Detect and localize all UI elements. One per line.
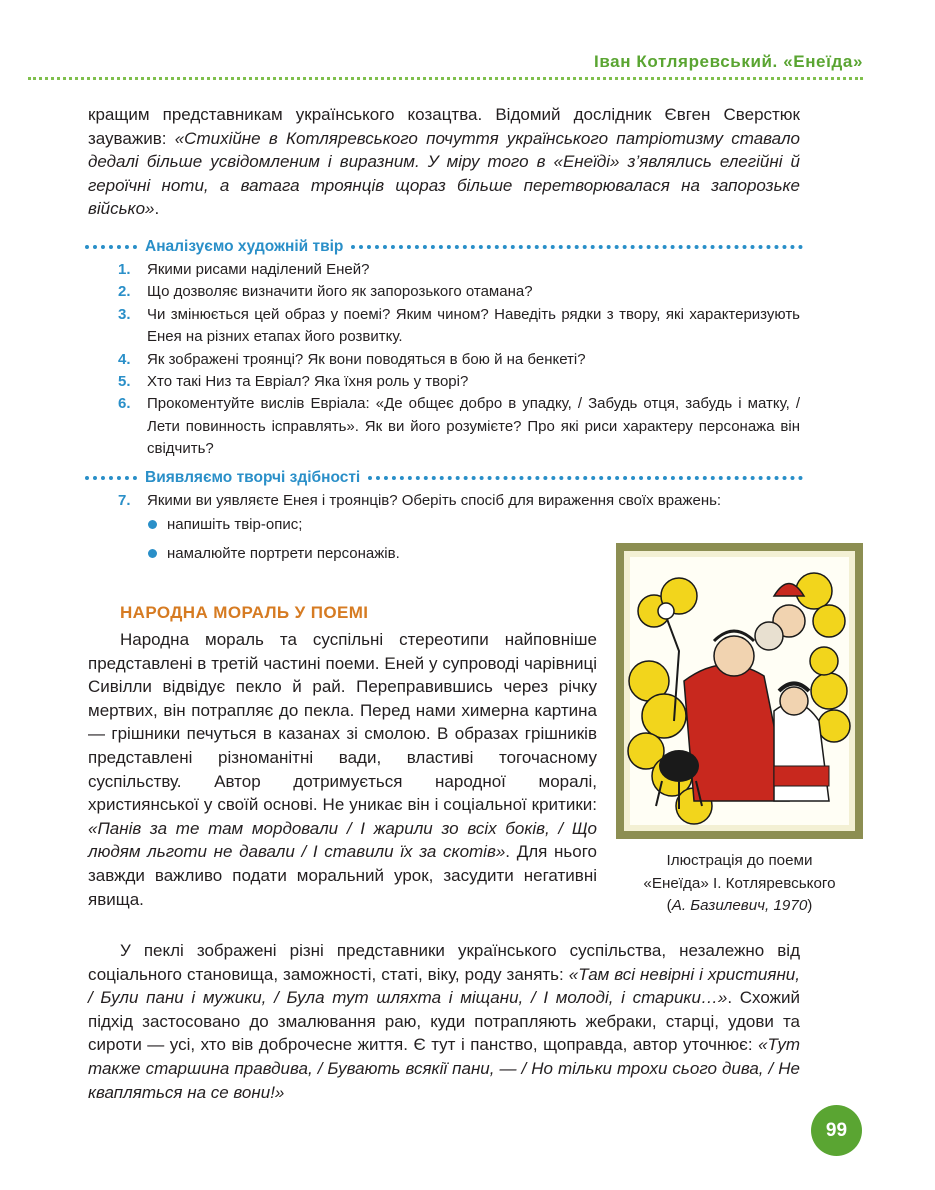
running-header: Іван Котляревський. «Енеїда» [594, 52, 863, 71]
illustration-image [624, 551, 855, 831]
intro-quote: «Стихійне в Котляревського почуття українського патріотизму ставало дедалі більше усвідомленим і виразним. У міру того в «Енеїді» з’являлись елегійні й героїчні ноти, а ватага троянців щораз більше перетворювалася на запорозьке військо» [88, 128, 800, 219]
moral-quote-1: «Панів за те там мордовали / І жарили зо всіх боків, / Що людям льготи не давали / І ставили їх за скотів» [88, 818, 597, 862]
question-item: 1. Якими рисами наділений Еней? [118, 261, 370, 278]
bullet-dot-icon [148, 549, 157, 558]
moral-paragraph-1: Народна мораль та суспільні стереотипи найповніше представлені в третій частині поеми. Еней у супроводі чарівниці Сивілли відвідує пекло й рай. Переправившись через річку мертвих, він потрапляє до пекла. Перед нами химерна картина — грішники печуться в казанах зі смолою. В образах грішників представлені різноманітні вади, властиві тогочасному суспільству. Автор дотримується народної моралі, християнської у своїй основі. Не уникає він і соціальної критики: «Панів за те там мордовали / І жарили зо всіх боків, / Що людям льготи не давали / І ставили їх за скотів». Для нього завжди важливо подати моральний урок, засудити негативні явища. [88, 630, 597, 909]
moral-quote-2: «Там всі невірні і християни, / Були пани і мужики, / Була тут шляхта і міщани, / І молоді, і старики…» [88, 964, 800, 1008]
section-heading-analysis: Аналізуємо художній твір [85, 236, 803, 258]
section-heading-creative: Виявляємо творчі здібності [85, 467, 803, 489]
moral-quote-3: «Тут также старшина правдива, / Бувають всякії пани, — / Но тільки трохи сього дива, / Не кваплятьcя на се вони!» [88, 1035, 800, 1102]
illustration-frame [616, 543, 863, 839]
question-item: 4. Як зображені троянці? Як вони поводяться в бою й на бенкеті? [118, 350, 586, 368]
analysis-question-list [118, 259, 800, 461]
bullet-item: напишіть твір-опис; [146, 510, 400, 539]
header-dotted-rule [28, 77, 863, 80]
bullet-dot-icon [148, 520, 157, 529]
page-number-badge: 99 [811, 1105, 862, 1156]
question-item: 3. Чи змінюється цей образ у поемі? Яким чином? Наведіть рядки з твору, які характеризують Енея на різних етапах його розвитку. [118, 305, 800, 346]
question-item: 7. Якими ви уявляєте Енея і троянців? Оберіть спосіб для вираження своїх вражень: [118, 492, 722, 509]
question-item: 2. Що дозволяє визначити його як запорозького отамана? [118, 283, 533, 301]
question-item: 5. Хто такі Низ та Евріал? Яка їхня роль у творі? [118, 373, 469, 391]
section-heading-moral: НАРОДНА МОРАЛЬ У ПОЕМІ [120, 603, 369, 622]
illustration-caption: Ілюстрація до поеми «Енеїда» І. Котляревського (А. Базилевич, 1970) [643, 852, 836, 914]
moral-paragraph-2: У пеклі зображені різні представники українського суспільства, незалежно від соціального становища, заможності, статі, віку, роду занять: «Там всі невірні і християни, / Були пани і мужики, / Була тут шляхта і міщани, / І молоді, і старики…». Схожий підхід застосовано до змалювання раю, куди потрапляють жебраки, старці, удови та сироти — усі, хто вів доброчесне життя. Є тут і панство, щоправда, автор уточнює: «Тут также старшина правдива, / Бувають всякії пани, — / Но тільки трохи сього дива, / Не кваплятьcя на се вони!» [88, 941, 800, 1102]
bullet-item: намалюйте портрети персонажів. [146, 539, 400, 568]
question-item: 6. Прокоментуйте вислів Евріала: «Де общеє добро в упадку, / Забудь отця, забудь і матку, / Лети повинность ісправлять». Як ви його розумієте? Про які риси характеру персонажа він свідчить? [118, 395, 800, 458]
creative-bullet-list [146, 510, 400, 568]
intro-paragraph: кращим представникам українського козацтва. Відомий дослідник Євген Сверстюк зауважив: «Стихійне в Котляревського почуття українського патріотизму ставало дедалі більше усвідомленим і виразним. У міру того в «Енеїді» з’являлись елегійні й героїчні ноти, а ватага троянців щораз більше перетворювалася на запорозьке військо». [88, 105, 800, 219]
